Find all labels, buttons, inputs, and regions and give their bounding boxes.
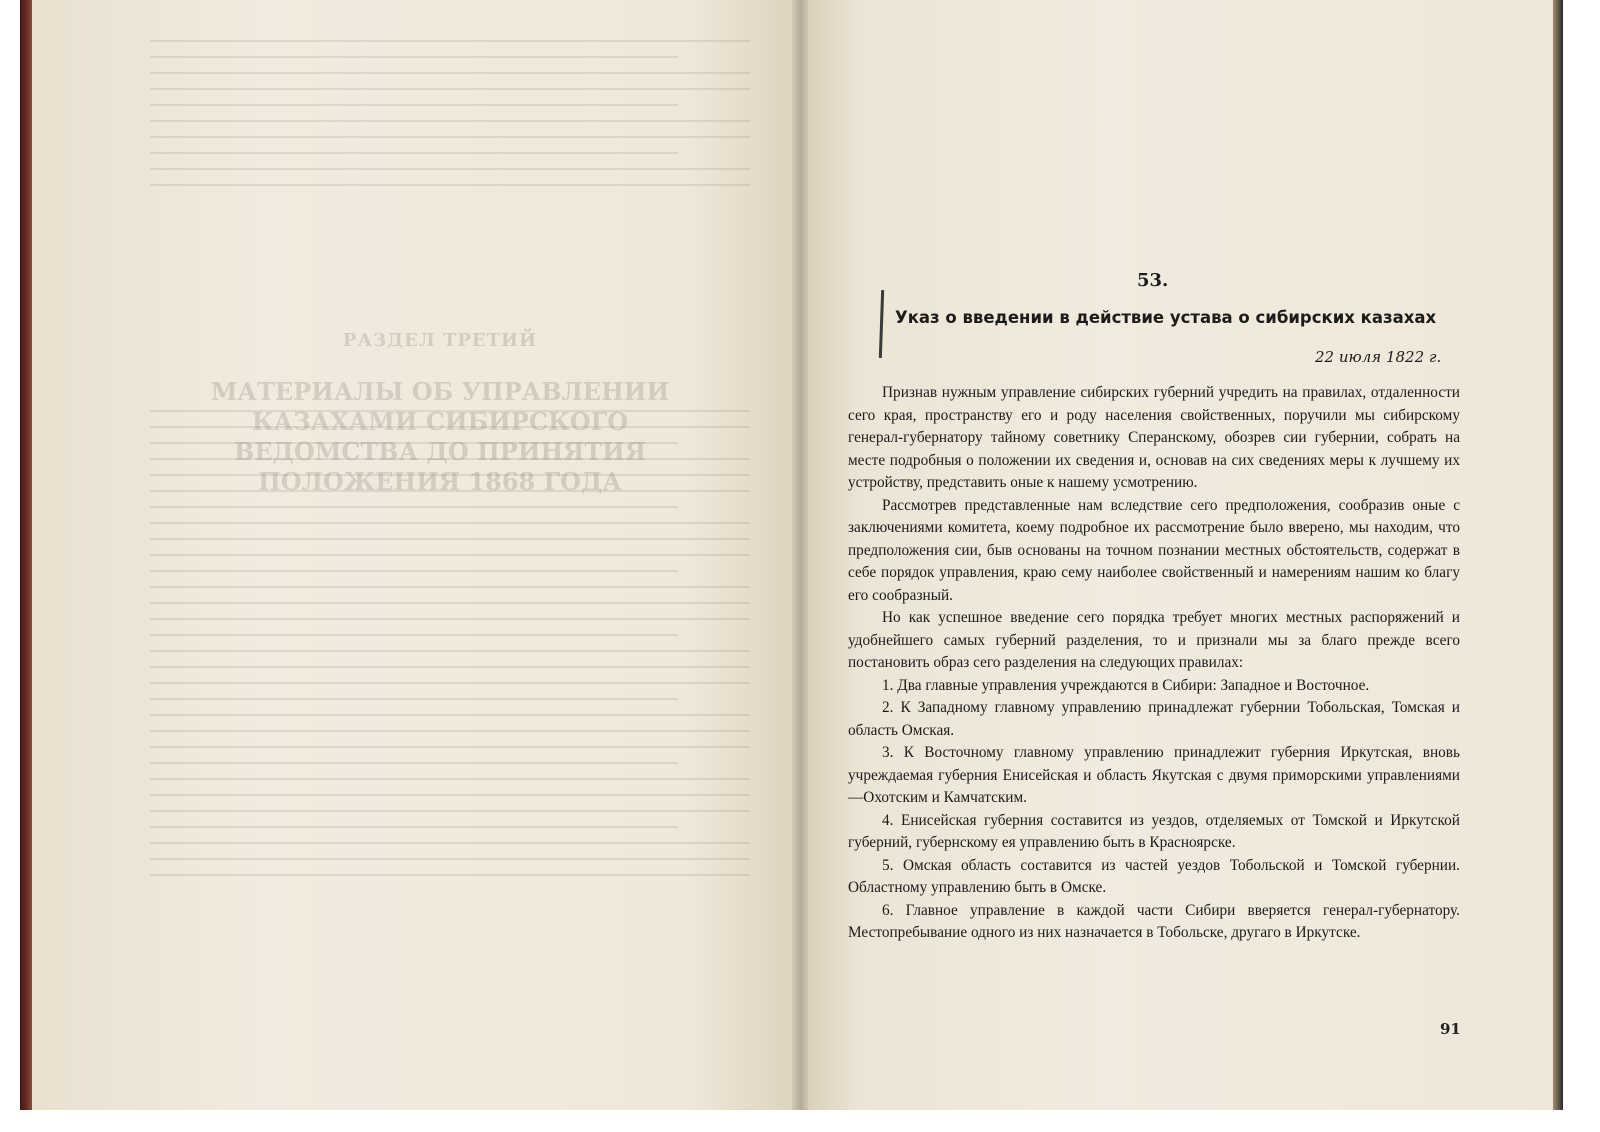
paragraph: 1. Два главные управления учреждаются в Сибири: Западное и Восточное. (882, 676, 1370, 694)
paragraph: Рассмотрев представленные нам вследствие сего предположения, сообразив оные с заключениями комитета, коему подробное их рассмотрение было вверено, мы находим, что предположения сии, быв основаны на точном познании местных обстоятельств, содержат в себе порядок управления, краю сему наиболее свойственный и намерениям нашим ко благу его сообразный. (848, 496, 1460, 604)
document-body (848, 382, 1460, 945)
right-book-edge (1553, 0, 1563, 1110)
paragraph: 4. Енисейская губерния составится из уездов, отделяемых от Томской и Иркутской губерний, губернскому ея управлению быть в Красноярске. (848, 811, 1460, 851)
document-number: 53. (1137, 270, 1169, 291)
page-number: 91 (1440, 1020, 1461, 1038)
paragraph: Признав нужным управление сибирских губерний учредить на правилах, отдаленности сего края, пространству его и роду населения свойственных, поручили мы сибирскому генерал-губернатору тайному советнику Сперанскому, обозрев сии губернии, собрать на месте подробныя о положении их сведения и, основав на сих сведениях меры к лучшему их устройству, представить оные к нашему усмотрению. (848, 384, 1460, 491)
paragraph: 6. Главное управление в каждой части Сибири вверяется генерал-губернатору. Местопребывание одного из них назначается в Тобольске, другаго в Иркутске. (848, 901, 1460, 941)
left-page-show-through-heading (200, 330, 680, 497)
bottom-margin (20, 1110, 1563, 1132)
paragraph: Но как успешное введение сего порядка требует многих местных распоряжений и удобнейшего самых губерний разделения, то и признали мы за благо прежде всего постановить образ сего разделения на следующих правилах: (848, 609, 1460, 671)
left-page-show-through (150, 40, 750, 1060)
paragraph: 5. Омская область составится из частей уездов Тобольской и Томской губернии. Областному управлению быть в Омске. (848, 856, 1460, 896)
paragraph: 3. К Восточному главному управлению принадлежит губерния Иркутская, вновь учреждаемая губерния Енисейская и область Якутская с двумя приморскими управлениями—Охотским и Камчатским. (848, 744, 1460, 806)
document-title: Указ о введении в действие устава о сибирских казахах (895, 308, 1437, 327)
show-through-section: РАЗДЕЛ ТРЕТИЙ (342, 330, 538, 351)
paragraph: 2. К Западному главному управлению принадлежат губернии Тобольская, Томская и область Омская. (848, 699, 1460, 739)
book-gutter (792, 0, 808, 1110)
document-date: 22 июля 1822 г. (1315, 348, 1442, 366)
show-through-title: МАТЕРИАЛЫ ОБ УПРАВЛЕНИИ КАЗАХАМИ СИБИРСКОГО ВЕДОМСТВА ДО ПРИНЯТИЯ ПОЛОЖЕНИЯ 1868 ГОДА (210, 377, 670, 496)
